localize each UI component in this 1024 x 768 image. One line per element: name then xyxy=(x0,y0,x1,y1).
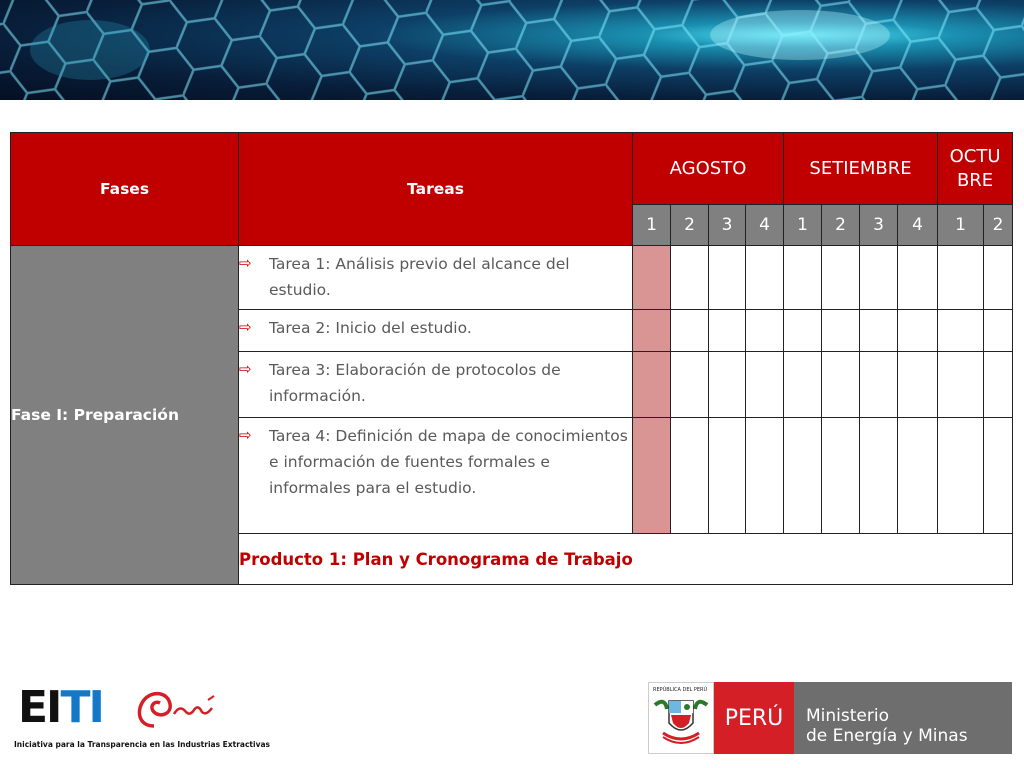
schedule-table xyxy=(10,132,1013,585)
schedule-cell-active xyxy=(633,418,671,534)
task-label: Tarea 2: Inicio del estudio. xyxy=(269,319,472,337)
schedule-cell xyxy=(709,310,746,352)
arrow-right-icon: ⇨ xyxy=(239,426,252,444)
coat-of-arms: REPÚBLICA DEL PERÚ xyxy=(648,682,714,754)
task-label: Tarea 4: Definición de mapa de conocimientos e información de fuentes formales e informales para el estudio. xyxy=(269,427,628,497)
schedule-cell xyxy=(898,246,938,310)
schedule-cell xyxy=(860,418,898,534)
week-header-cell: 1 xyxy=(633,205,671,246)
month-agosto: AGOSTO xyxy=(633,133,784,205)
week-header-cell: 2 xyxy=(671,205,709,246)
hexagon-pattern xyxy=(0,0,1024,100)
phase-cell: Fase I: Preparación xyxy=(11,246,239,585)
schedule-cell xyxy=(746,310,784,352)
eiti-wordmark: EITI xyxy=(18,682,103,733)
arrow-right-icon: ⇨ xyxy=(239,360,252,378)
schedule-cell xyxy=(671,310,709,352)
schedule-cell xyxy=(709,418,746,534)
eiti-peru-logo xyxy=(14,682,270,754)
schedule-cell xyxy=(984,310,1013,352)
fases-header: Fases xyxy=(11,133,239,246)
task-cell xyxy=(239,246,633,310)
month-setiembre: SETIEMBRE xyxy=(784,133,938,205)
schedule-cell xyxy=(709,352,746,418)
arrow-right-icon: ⇨ xyxy=(239,254,252,272)
schedule-cell xyxy=(822,418,860,534)
product-label: Producto 1: Plan y Cronograma de Trabajo xyxy=(239,534,1013,585)
schedule-cell xyxy=(709,246,746,310)
schedule-cell xyxy=(784,352,822,418)
schedule-cell xyxy=(784,418,822,534)
week-header-cell: 2 xyxy=(984,205,1013,246)
ministry-name xyxy=(806,706,968,746)
schedule-cell xyxy=(671,246,709,310)
task-label: Tarea 3: Elaboración de protocolos de información. xyxy=(269,361,561,405)
peru-brand-icon xyxy=(134,686,224,730)
ministry-logo xyxy=(648,682,1012,754)
schedule-cell xyxy=(860,352,898,418)
week-header-cell: 4 xyxy=(898,205,938,246)
task-cell xyxy=(239,418,633,534)
schedule-cell xyxy=(671,418,709,534)
schedule-cell xyxy=(984,418,1013,534)
schedule-cell xyxy=(822,310,860,352)
schedule-cell xyxy=(671,352,709,418)
week-header-cell: 4 xyxy=(746,205,784,246)
schedule-cell-active xyxy=(633,352,671,418)
arrow-right-icon: ⇨ xyxy=(239,318,252,336)
task-cell xyxy=(239,310,633,352)
task-label: Tarea 1: Análisis previo del alcance del estudio. xyxy=(269,255,570,299)
week-header-cell: 3 xyxy=(860,205,898,246)
week-header-cell: 2 xyxy=(822,205,860,246)
schedule-cell xyxy=(984,352,1013,418)
schedule-cell xyxy=(822,352,860,418)
task-cell xyxy=(239,352,633,418)
schedule-cell xyxy=(938,418,984,534)
schedule-cell-active xyxy=(633,246,671,310)
schedule-cell xyxy=(822,246,860,310)
shield-icon xyxy=(649,683,713,753)
schedule-cell xyxy=(746,352,784,418)
schedule-cell xyxy=(784,246,822,310)
schedule-cell xyxy=(938,246,984,310)
ministry-line-2: de Energía y Minas xyxy=(806,726,968,746)
schedule-cell xyxy=(746,246,784,310)
month-octubre: OCTU BRE xyxy=(938,133,1013,205)
tareas-header: Tareas xyxy=(239,133,633,246)
peru-label: PERÚ xyxy=(714,682,794,754)
week-header-cell: 1 xyxy=(938,205,984,246)
schedule-cell-active xyxy=(633,310,671,352)
week-header-cell: 1 xyxy=(784,205,822,246)
header-banner xyxy=(0,0,1024,100)
task-row xyxy=(11,246,1013,310)
schedule-cell xyxy=(898,418,938,534)
schedule-cell xyxy=(784,310,822,352)
schedule-cell xyxy=(860,310,898,352)
schedule-cell xyxy=(898,310,938,352)
schedule-cell xyxy=(898,352,938,418)
schedule-cell xyxy=(860,246,898,310)
ministry-line-1: Ministerio xyxy=(806,706,889,726)
week-header-cell: 3 xyxy=(709,205,746,246)
month-header-row xyxy=(11,133,1013,205)
schedule-cell xyxy=(984,246,1013,310)
schedule-cell xyxy=(938,352,984,418)
schedule-cell xyxy=(746,418,784,534)
schedule-cell xyxy=(938,310,984,352)
eiti-tagline: Iniciativa para la Transparencia en las Industrias Extractivas xyxy=(14,740,270,749)
